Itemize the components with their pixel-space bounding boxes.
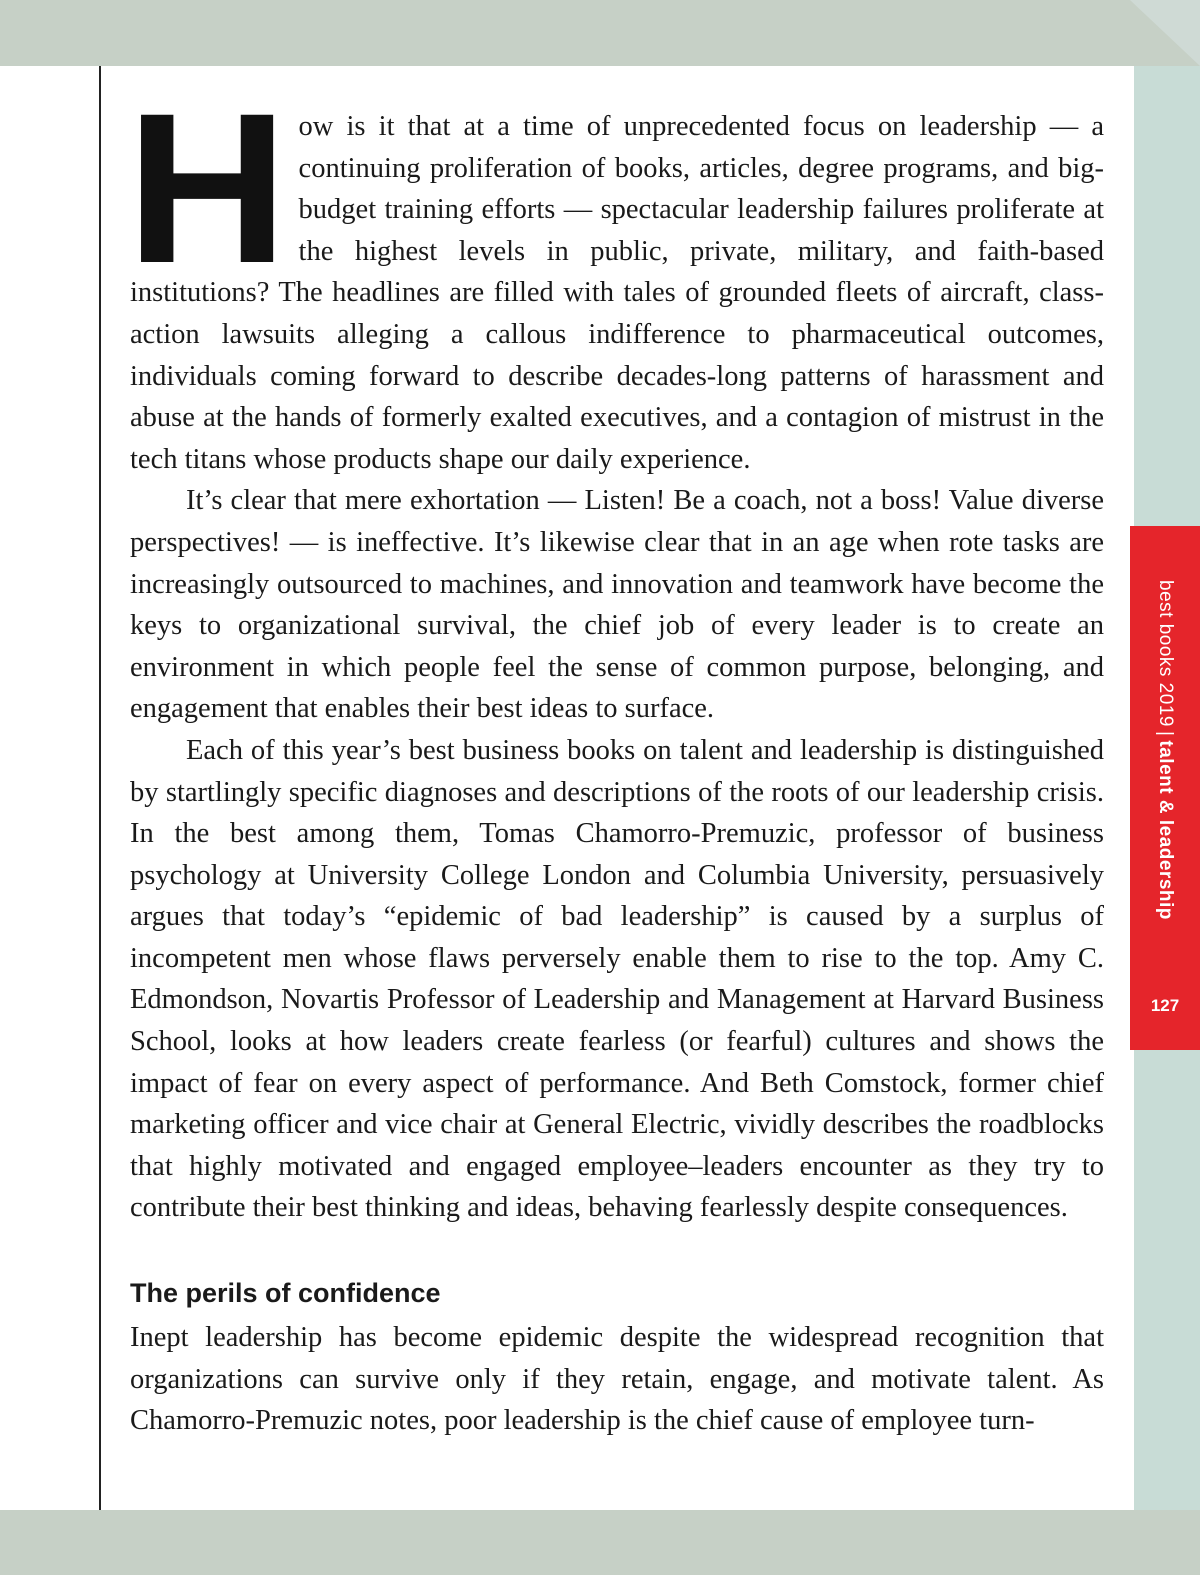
series-label: best books 2019 (1155, 580, 1176, 727)
body-text (126, 69, 1104, 1442)
section-label: talent & leadership (1155, 740, 1176, 920)
section-tab (1130, 526, 1200, 1050)
page-number: 127 (1150, 996, 1180, 1015)
margin-rule (99, 66, 101, 1510)
section-heading: The perils of confidence (130, 1278, 441, 1309)
drop-cap: H (126, 69, 289, 308)
paragraph-section: Inept leadership has become epidemic despite the widespread recognition that organizations can survive only if they retain, engage, and motivate talent. As Chamorro-Premuzic notes, poor leadership is the chief cause of employee turn- (130, 1322, 1104, 1437)
corner-decoration-top (1130, 0, 1200, 66)
paragraph-best-books: Each of this year’s best business books on talent and leadership is distinguished by startlingly specific diagnoses and descriptions of the roots of our leadership crisis. In the best among them, Tomas Chamorro-Premuzic, professor of business psychology at University College London and Columbia University, persuasively argues that today’s “epidemic of bad leadership” is caused by a surplus of incompetent men whose flaws perversely enable them to rise to the top. Amy C. Edmondson, Novartis Professor of Leadership and Management at Harvard Business School, looks at how leaders create fearless (or fearful) cultures and shows the impact of fear on every aspect of performance. And Beth Comstock, former chief marketing officer and vice chair at General Electric, vividly describes the roadblocks that highly motivated and engaged employee–leaders encounter as they try to contribute their best thinking and ideas, behaving fearlessly despite consequences. (130, 734, 1104, 1224)
paragraph-exhortation: It’s clear that mere exhortation — Listen! Be a coach, not a boss! Value diverse perspectives! — is ineffective. It’s likewise clear that in an age when rote tasks are increasingly outsourced to machines, and innovation and teamwork have become the keys to organizational survival, the chief job of every leader is to create an environment in which people feel the sense of common purpose, belonging, and engagement that enables their best ideas to surface. (130, 485, 1104, 725)
paragraph-intro: ow is it that at a time of unprecedented focus on leadership — a continuing proliferation of books, articles, degree programs, and big-budget training efforts — spectacular leadership failures proliferate at the highest levels in public, private, military, and faith-based institutions? The headlines are filled with tales of grounded fleets of aircraft, class-action lawsuits alleging a callous indifference to pharmaceutical outcomes, individuals coming forward to describe decades-long patterns of harassment and abuse at the hands of formerly exalted executives, and a contagion of mistrust in the tech titans whose products shape our daily experience. (130, 111, 1104, 475)
book-page (0, 66, 1134, 1510)
section-tab-label (1154, 580, 1176, 920)
tab-divider: | (1155, 730, 1176, 737)
